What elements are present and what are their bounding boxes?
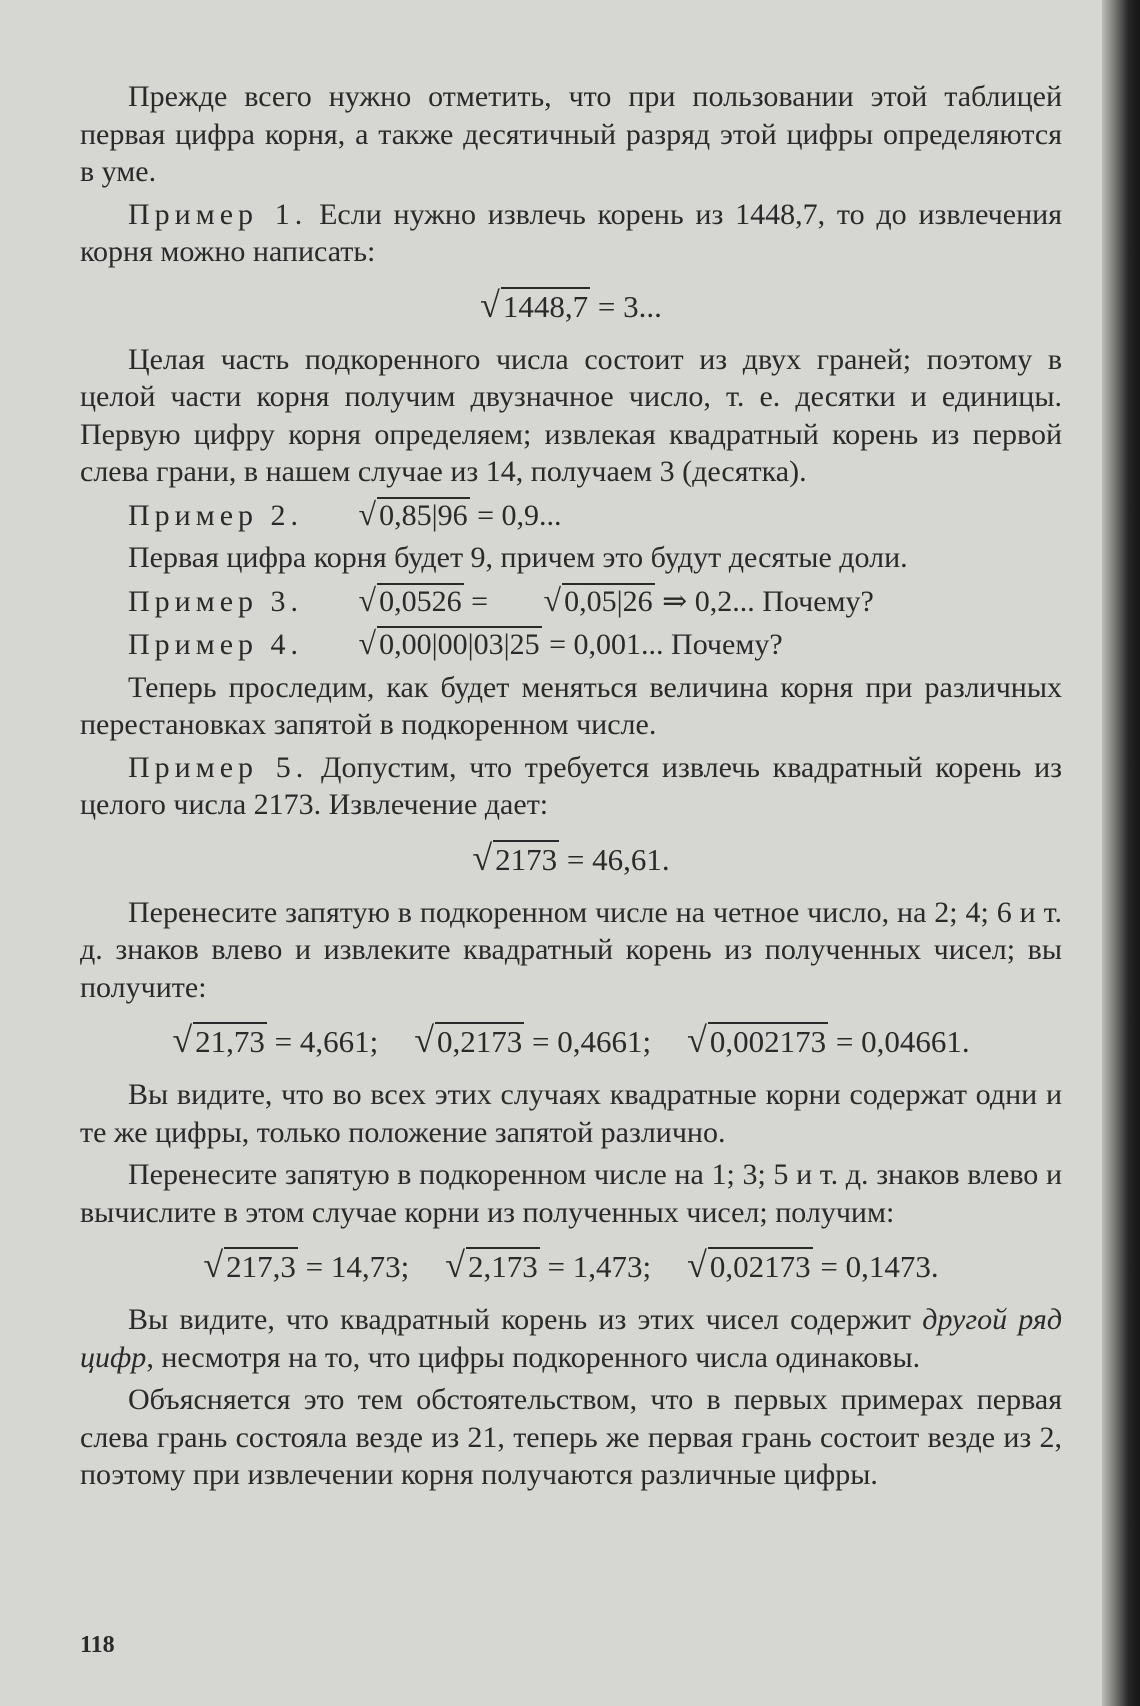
sqrt-expression [472, 838, 559, 880]
formula-item [203, 1245, 409, 1287]
formula-item [445, 1245, 651, 1287]
radicand: 1448,7 [502, 288, 589, 324]
formula-item [172, 1020, 378, 1062]
other-digits-italic: другой ряд цифр [80, 1303, 1063, 1374]
sqrt-expression [311, 582, 464, 621]
sqrt-expression [445, 1245, 540, 1287]
sqrt-sign: √ [414, 1020, 435, 1060]
sqrt-expression [496, 582, 655, 621]
radicand: 0,85|96 [379, 498, 468, 532]
paragraph-example-3: Пример 3. √ 0,0526 = √ 0,05|26 ⇒ 0,2... Почему? [80, 582, 1062, 621]
example-3-label: Пример 3. [128, 584, 304, 618]
book-spine-shadow [1102, 0, 1140, 1706]
formula-result: ⇒ 0,2... Почему? [654, 584, 874, 618]
example-1-text: Если нужно извлечь корень из 1448,7, то до извлечения корня можно написать: [80, 197, 1062, 268]
sqrt-sign: √ [358, 581, 377, 618]
sqrt-sign: √ [687, 1020, 707, 1060]
radicand: 2,173 [468, 1249, 538, 1284]
example-1-label: Пример 1. [128, 197, 308, 231]
sqrt-sign: √ [687, 1245, 707, 1285]
formula-result: = 14,73; [297, 1249, 410, 1284]
sqrt-expression [480, 285, 590, 327]
formula-example-5 [80, 838, 1062, 880]
paragraph-move-odd: Перенесите запятую в подкоренном числе на 1; 3; 5 и т. д. знаков влево и вычислите в этом случае корни из полученных чисел; получим: [80, 1158, 1062, 1229]
radicand: 0,05|26 [564, 584, 653, 618]
paragraph-move-even: Перенесите запятую в подкоренном числе на четное число, на 2; 4; 6 и т. д. знаков влево и извлеките квадратный корень из полученных чисел; вы получите: [80, 895, 1062, 1004]
paragraph-explanation: Объясняется это тем обстоятельством, что в первых примерах первая слева грань состояла везде из 21, теперь же первая грань состоит везде из 2, поэтому при извлечении корня получаются различные цифры. [80, 1383, 1062, 1491]
paragraph-example-4 [80, 625, 1062, 664]
paragraph-same-digits: Вы видите, что во всех этих случаях квадратные корни содержат одни и те же цифры, только положение запятой различно. [80, 1078, 1062, 1149]
formula-result: = 0,001... Почему? [541, 628, 783, 661]
formula-result: = 1,473; [539, 1249, 652, 1284]
formula-result: = 3... [590, 288, 662, 324]
radicand: 0,00|00|03|25 [379, 628, 540, 661]
radicand: 2173 [495, 841, 558, 877]
radicand: 0,0526 [379, 584, 462, 618]
sqrt-expression [687, 1020, 828, 1062]
formula-item [687, 1245, 939, 1287]
sqrt-expression [311, 496, 470, 535]
sqrt-expression [414, 1020, 524, 1062]
formula-result: = 0,1473. [812, 1249, 939, 1284]
paragraph-example-5 [80, 749, 1062, 824]
formula-example-1 [80, 285, 1062, 327]
sqrt-sign: √ [472, 837, 493, 878]
paragraph-example-2 [80, 496, 1062, 535]
paragraph-example-1 [80, 196, 1062, 271]
sqrt-sign: √ [358, 625, 377, 661]
sqrt-sign: √ [445, 1245, 466, 1285]
sqrt-expression [172, 1020, 267, 1062]
formula-result: = 0,04661. [828, 1024, 970, 1059]
sqrt-sign: √ [172, 1020, 193, 1060]
formula-result: = 4,661; [266, 1024, 379, 1059]
paragraph-explain-1: Целая часть подкоренного числа состоит из двух граней; поэтому в целой части корня получим двузначное число, т. е. десятки и единицы. Первую цифру корня определяем; извлекая квадратный корень из первой слева грани, в нашем случае из 14, получаем 3 (десятка). [80, 342, 1062, 488]
sqrt-expression [203, 1245, 298, 1287]
page-content [80, 78, 1062, 1494]
sqrt-expression [311, 625, 542, 664]
paragraph-example-2-text: Первая цифра корня будет 9, причем это будут десятые доли. [128, 541, 908, 574]
paragraph-other-digits [80, 1301, 1062, 1376]
sqrt-expression [687, 1245, 813, 1287]
example-4-label: Пример 4. [128, 628, 304, 661]
page-number: 118 [80, 1632, 115, 1658]
formula-item [414, 1020, 651, 1062]
sqrt-sign: √ [203, 1245, 224, 1285]
example-5-label: Пример 5. [128, 750, 309, 784]
formula-result: = 46,61. [559, 841, 670, 877]
radicand: 217,3 [226, 1249, 296, 1284]
radicand: 0,02173 [709, 1249, 811, 1284]
example-2-label: Пример 2. [128, 498, 304, 532]
radicand: 21,73 [195, 1024, 265, 1059]
formula-even-shifts [80, 1020, 1062, 1062]
formula-result: = 0,9... [469, 498, 562, 532]
sqrt-sign: √ [358, 495, 377, 532]
paragraph-intro: Прежде всего нужно отметить, что при пользовании этой таблицей первая цифра корня, а также десятичный разряд этой цифры определяются в уме. [80, 80, 1062, 188]
formula-result: = 0,4661; [524, 1024, 652, 1059]
sqrt-sign: √ [480, 284, 500, 325]
paragraph-transition: Теперь проследим, как будет меняться величина корня при различных перестановках запятой в подкоренном числе. [80, 670, 1062, 741]
formula-odd-shifts [80, 1245, 1062, 1287]
example-5-text: Допустим, что требуется извлечь квадратный корень из целого числа 2173. Извлечение дает: [80, 750, 1062, 821]
radicand: 0,002173 [709, 1024, 827, 1059]
other-digits-text-b: , несмотря на то, что цифры подкоренного числа одинаковы. [146, 1340, 921, 1374]
sqrt-sign: √ [543, 581, 562, 618]
other-digits-text-a: Вы видите, что квадратный корень из этих чисел содержит [128, 1303, 923, 1336]
formula-item [687, 1020, 970, 1062]
radicand: 0,2173 [437, 1024, 523, 1059]
